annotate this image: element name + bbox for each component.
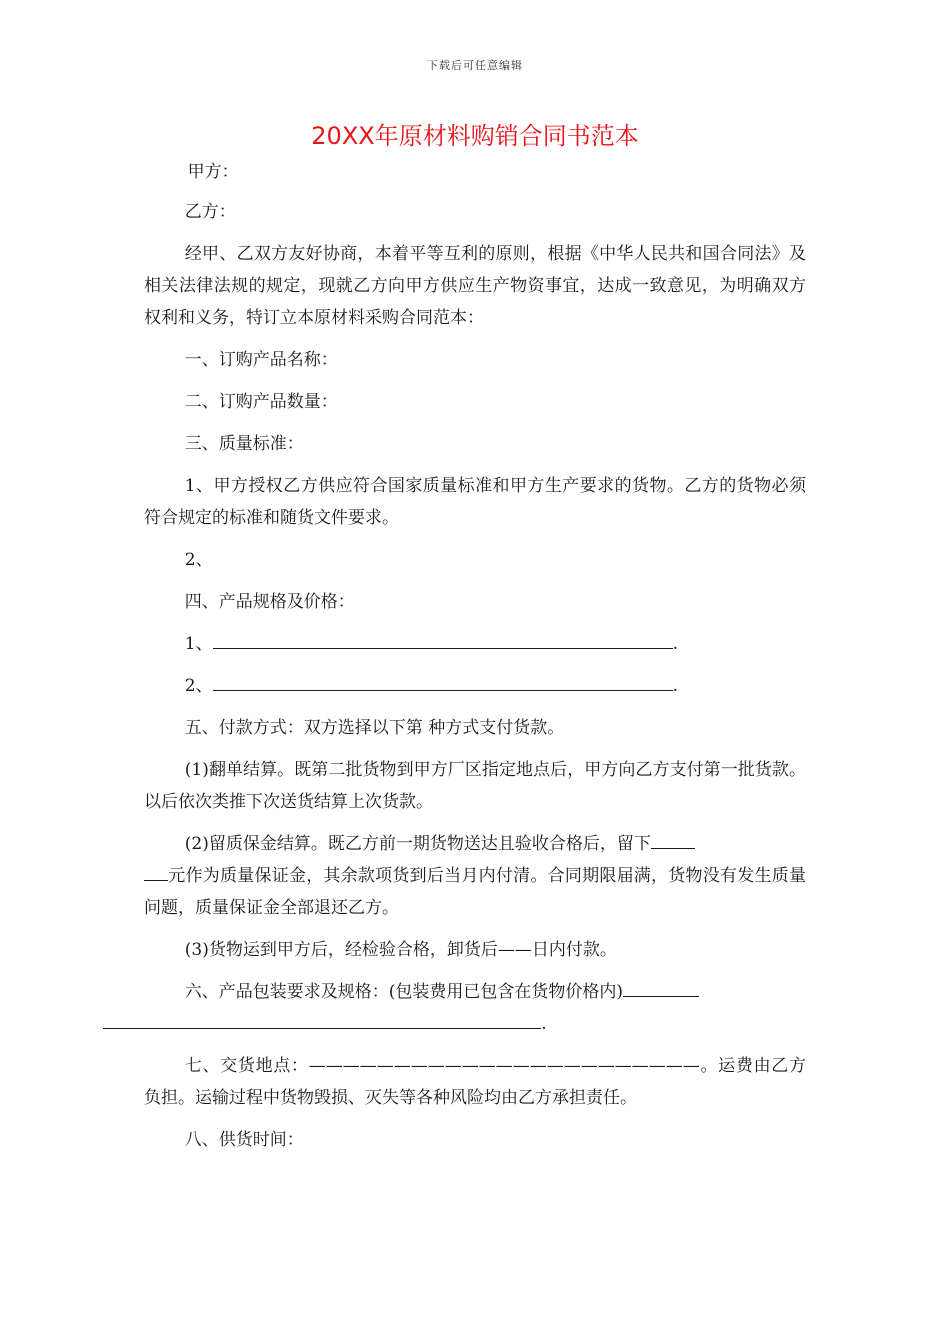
section-4-heading: 四、产品规格及价格： (184, 592, 355, 612)
document-body (144, 156, 806, 1166)
intro-paragraph: 经甲、乙双方友好协商，本着平等互利的原则，根据《中华人民共和国合同法》及相关法律法规的规定，现就乙方向甲方供应生产物资事宜，达成一致意见，为明确双方权利和义务，特订立本原材料采购合同范本： (144, 244, 806, 328)
section-1-heading: 一、订购产品名称： (184, 350, 338, 370)
fill-in-blank-line (213, 630, 673, 649)
header-note: 下载后可任意编辑 (427, 59, 523, 72)
fill-in-blank-line (623, 978, 699, 997)
fill-in-blank-line (103, 1010, 541, 1029)
section-3-item-2: 2、 (184, 550, 213, 570)
section-5-heading: 五、付款方式：双方选择以下第 种方式支付货款。 (184, 718, 565, 738)
fill-in-blank-line (144, 862, 168, 881)
section-4-item-2: 2、 . (144, 670, 806, 702)
section-3-item-1: 1、甲方授权乙方供应符合国家质量标准和甲方生产要求的货物。乙方的货物必须符合规定的标准和随货文件要求。 (144, 476, 806, 528)
section-5-option-2: (2)留质保金结算。既乙方前一期货物送达且验收合格后，留下 元作为质量保证金，其余款项货到后当月内付清。合同期限届满，货物没有发生质量问题，质量保证金全部退还乙方。 (144, 828, 806, 924)
section-4-item-1: 1、 . (144, 628, 806, 660)
section-2-heading: 二、订购产品数量： (184, 392, 338, 412)
section-6-heading: 六、产品包装要求及规格：(包装费用已包含在货物价格内) . (144, 976, 806, 1040)
party-b-line: 乙方： (184, 202, 236, 222)
section-3-heading: 三、质量标准： (184, 434, 304, 454)
section-7-paragraph: 七、交货地点：———————————————————————。运费由乙方负担。运输过程中货物毁损、灭失等各种风险均由乙方承担责任。 (144, 1056, 806, 1108)
section-5-option-3: (3)货物运到甲方后，经检验合格，卸货后——日内付款。 (184, 940, 617, 960)
party-a-line: 甲方： (187, 162, 239, 182)
section-5-option-1: (1)翻单结算。既第二批货物到甲方厂区指定地点后，甲方向乙方支付第一批货款。以后依次类推下次送货结算上次货款。 (144, 760, 806, 812)
document-title: 20XX年原材料购销合同书范本 (311, 122, 639, 150)
fill-in-blank-line (651, 830, 695, 849)
section-8-heading: 八、供货时间： (184, 1130, 304, 1150)
fill-in-blank-line (213, 672, 673, 691)
